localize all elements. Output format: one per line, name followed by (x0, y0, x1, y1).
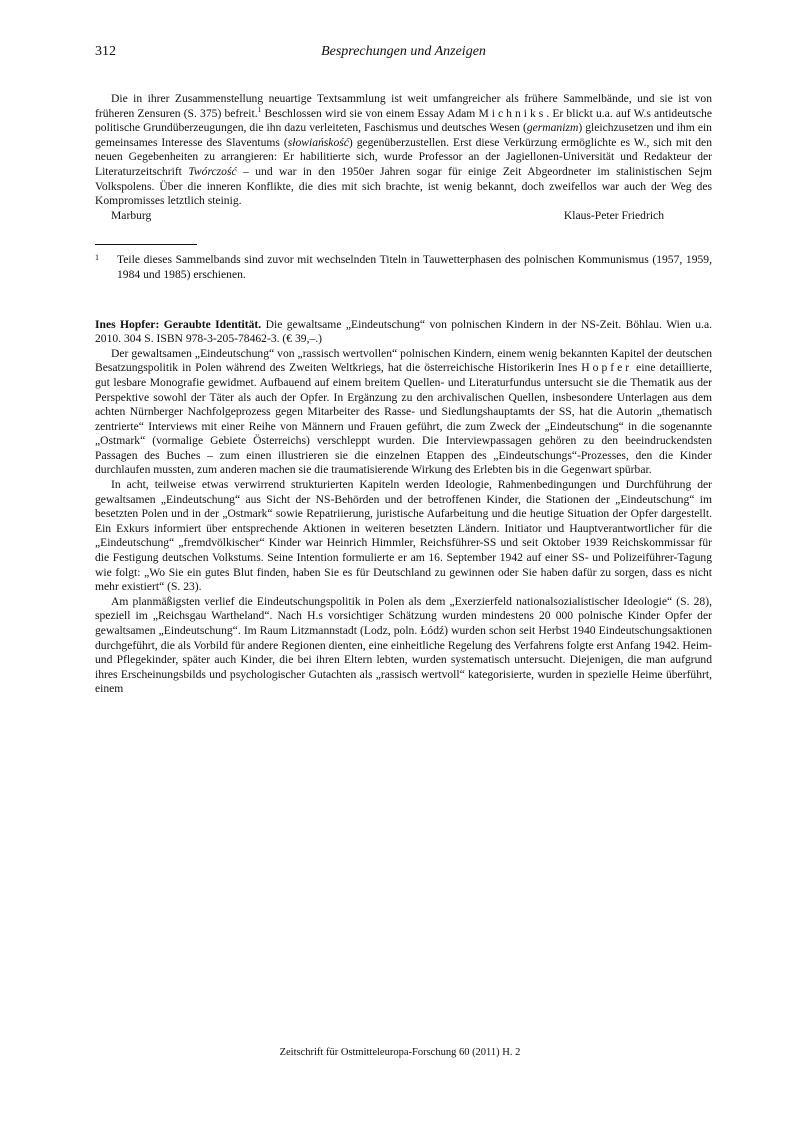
text-run: Die in ihrer Zusammenstellung neuartige Textsammlung ist weit umfangreicher als frühere Sammelbände, und sie ist von früheren Zensuren (S. 375) befreit. (95, 92, 712, 120)
footnote-divider (95, 244, 197, 245)
signature-place: Marburg (111, 208, 152, 222)
review1-paragraph (95, 92, 712, 209)
italic-term: Twórczość (188, 164, 237, 178)
review2-paragraph: In acht, teilweise etwas verwirrend strukturierten Kapiteln werden Ideologie, Rahmenbedingungen und Durchführung der gewaltsamen „Eindeutschung“ aus Sicht der NS-Behörden und der betroffenen Kinder, die Stationen der „Eindeutschung“ im besetzten Polen und in der „Ostmark“ sowie Repatriierung, juristische Aufarbeitung und die heutige Situation der Opfer dargestellt. Ein Exkurs informiert über entsprechende Aktionen in weiteren besetzten Ländern. Initiator und Hauptverantwortlicher für die „Eindeutschung“ „fremdvölkischer“ Kinder war Heinrich Himmler, Reichsführer-SS und seit Oktober 1939 Reichskommissar für die Festigung deutschen Volkstums. Seine Intention formulierte er am 16. September 1942 auf einer SS- und Polizeiführer-Tagung wie folgt: „Wo Sie ein gutes Blut finden, haben Sie es für Deutschland zu gewinnen oder Sie haben dafür zu sorgen, dass es nicht mehr existiert“ (S. 23). (95, 478, 712, 594)
footnote-reference: 1 (257, 104, 262, 114)
journal-footer: Zeitschrift für Ostmitteleuropa-Forschung 60 (2011) H. 2 (279, 1047, 521, 1058)
author-name-spaced: Michniks (478, 106, 547, 120)
footnote-mark: 1 (95, 253, 99, 263)
page-number: 312 (95, 44, 116, 59)
running-title: Besprechungen und Anzeigen (321, 44, 486, 59)
text-run: Beschlossen wird sie von einem Essay Adam (261, 106, 479, 120)
article-body (95, 92, 712, 697)
text-run: Der gewaltsamen „Eindeutschung“ von „rassisch wertvollen“ polnischen Kindern, einem wenig bekannten Kapitel der deutschen Besatzungspolitik in Polen während des Zweiten Weltkriegs, hat die österreichische Historikerin Ines (95, 346, 712, 375)
review-signature (95, 209, 712, 224)
citation-details: Die gewaltsame „Eindeutschung“ von polnischen Kindern in der NS-Zeit. Böhlau. Wien u.a. 2010. 304 S. ISBN 978-3-205-78462-3. (€ 39,–.) (95, 317, 712, 346)
text-run: ) gegenüberzustellen. Erst diese Verkürzung ermöglichte es W., sich mit den neuen Gegebenheiten zu arrangieren: Er habilitierte sich, wurde Professor an der Jagiellonen-Universität und Redakteur der Literaturzeitschrift (95, 135, 712, 178)
review2 (95, 318, 712, 697)
italic-term: słowiańskość (287, 135, 349, 149)
text-run: – und war in den 1950er Jahren sogar für einige Zeit Abgeordneter im stalinistischen Sejm Volkspolens. Über die inneren Konflikte, die dies mit sich brachte, ist wenig bekannt, doch zweifellos war auch der Weg des Kompromisses letztlich steinig. (95, 164, 712, 208)
footnote-text: Teile dieses Sammelbands sind zuvor mit wechselnden Titeln in Tauwetterphasen des polnischen Kommunismus (1957, 1959, 1984 und 1985) erschienen. (117, 253, 712, 281)
review2-paragraph: Am planmäßigsten verlief die Eindeutschungspolitik in Polen als dem „Exerzierfeld nationalsozialistischer Ideologie“ (S. 28), speziell im „Reichsgau Wartheland“. Nach H.s vorsichtiger Schätzung wurden mindestens 20 000 polnische Kinder Opfer der gewaltsamen „Eindeutschung“. Im Raum Litzmannstadt (Lodz, poln. Łódź) wurden schon seit Herbst 1940 Eindeutschungsaktionen durchgeführt, die als Vorbild für andere Regionen dienten, eine einheitliche Regelung des Verfahrens folgte erst Anfang 1942. Heim- und Pflegekinder, später auch Kinder, die bei ihren Eltern lebten, wurden systematisch untersucht. Diejenigen, die man aufgrund ihres Erscheinungsbilds und psychologischer Gutachten als „rassisch wertvoll“ kategorisierte, wurden in spezielle Heime überführt, einem (95, 594, 712, 696)
page (95, 44, 712, 697)
review2-paragraph (95, 347, 712, 478)
signature-author: Klaus-Peter Friedrich (563, 208, 664, 222)
text-run: ) gleichzusetzen und ihm ein gemeinsames Interesse des Slaventums ( (95, 121, 712, 149)
review2-citation (95, 318, 712, 347)
author-name-spaced: Hopfer (581, 361, 633, 375)
text-run: eine detaillierte, gut lesbare Monografie gewidmet. Aufbauend auf einem breitem Quellen- und Literaturfundus untersucht sie die Thematik aus der Perspektive sowohl der Täter als auch der Opfer. In Ergänzung zu den archivalischen Quellen, insbesondere Unterlagen aus dem achten Nürnberger Nachfolgeprozess gegen Mitarbeiter des Rasse- und Siedlungshauptamts der SS, hat die Autorin „thematisch zentrierte“ Interviews mit einer Reihe von Männern und Frauen geführt, die zum Zweck der „Eindeutschung“ in die sogenannte „Ostmark“ (vormalige Gebiete Österreichs) verschleppt wurden. Die Interviewpassagen gehören zu den beeindruckendsten Passagen des Buches – zum einen illustrieren sie die einzelnen Etappen des „Eindeutschungs“-Prozesses, den die Kinder durchlaufen mussten, zum anderen machen sie die traumatisierende Wirkung des Erlebten bis in die Gegenwart spürbar. (95, 361, 712, 477)
citation-title: Ines Hopfer: Geraubte Identität. (95, 317, 262, 331)
running-header (95, 44, 712, 64)
text-run: . Er blickt u.a. auf W.s antideutsche politische Grundüberzeugungen, die ihn dazu verleiteten, Faschismus und deutsches Wesen ( (95, 106, 712, 135)
footnote (95, 253, 712, 282)
italic-term: germanizm (526, 121, 579, 135)
